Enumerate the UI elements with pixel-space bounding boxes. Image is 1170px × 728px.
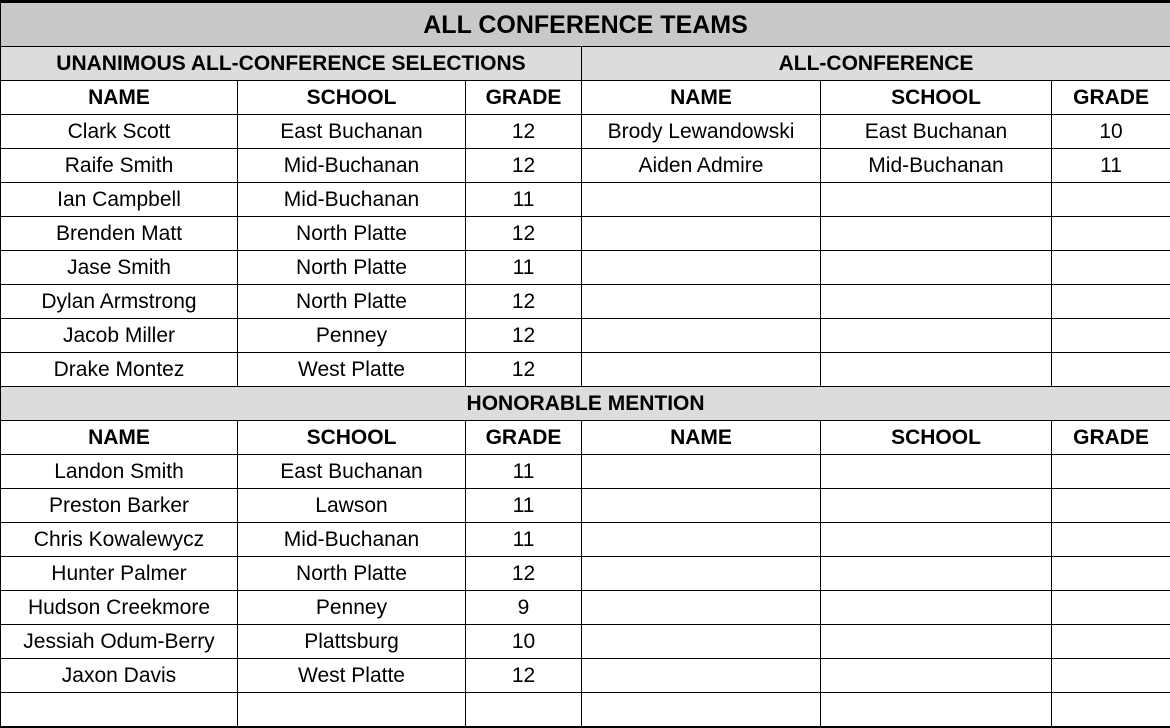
school-cell xyxy=(821,557,1052,591)
grade-cell: 11 xyxy=(466,455,582,489)
page-title: ALL CONFERENCE TEAMS xyxy=(1,2,1170,47)
grade-cell: 12 xyxy=(466,319,582,353)
player-name-cell xyxy=(1,693,238,728)
school-cell: North Platte xyxy=(238,285,466,319)
player-name-cell: Dylan Armstrong xyxy=(1,285,238,319)
column-header-grade: GRADE xyxy=(466,421,582,455)
player-name-cell: Chris Kowalewycz xyxy=(1,523,238,557)
school-cell xyxy=(821,523,1052,557)
school-cell: North Platte xyxy=(238,217,466,251)
top-section-row xyxy=(1,319,1170,353)
honorable-mention-row xyxy=(1,693,1170,728)
player-name-cell: Ian Campbell xyxy=(1,183,238,217)
grade-cell: 11 xyxy=(466,489,582,523)
school-cell: Penney xyxy=(238,591,466,625)
player-name-cell xyxy=(582,557,821,591)
grade-cell xyxy=(1052,455,1170,489)
honorable-mention-row xyxy=(1,591,1170,625)
school-cell: East Buchanan xyxy=(238,455,466,489)
school-cell xyxy=(821,693,1052,728)
school-cell xyxy=(821,183,1052,217)
honorable-mention-section-title: HONORABLE MENTION xyxy=(1,387,1170,421)
grade-cell: 9 xyxy=(466,591,582,625)
school-cell xyxy=(821,217,1052,251)
grade-cell xyxy=(1052,251,1170,285)
school-cell: Mid-Buchanan xyxy=(238,149,466,183)
header-row-bottom xyxy=(1,421,1170,455)
column-header-school: SCHOOL xyxy=(821,81,1052,115)
column-header-name: NAME xyxy=(1,81,238,115)
player-name-cell: Hunter Palmer xyxy=(1,557,238,591)
grade-cell: 12 xyxy=(466,285,582,319)
school-cell: Mid-Buchanan xyxy=(238,523,466,557)
honorable-mention-row xyxy=(1,455,1170,489)
school-cell: West Platte xyxy=(238,659,466,693)
player-name-cell: Raife Smith xyxy=(1,149,238,183)
school-cell xyxy=(821,353,1052,387)
grade-cell xyxy=(466,693,582,728)
grade-cell: 10 xyxy=(1052,115,1170,149)
player-name-cell: Drake Montez xyxy=(1,353,238,387)
school-cell: North Platte xyxy=(238,251,466,285)
player-name-cell xyxy=(582,217,821,251)
grade-cell xyxy=(1052,591,1170,625)
table-body xyxy=(1,2,1170,728)
all-conference-section-title: ALL-CONFERENCE xyxy=(582,47,1170,81)
section-row-honorable xyxy=(1,387,1170,421)
grade-cell: 10 xyxy=(466,625,582,659)
grade-cell xyxy=(1052,693,1170,728)
school-cell: Mid-Buchanan xyxy=(238,183,466,217)
grade-cell xyxy=(1052,489,1170,523)
school-cell: Penney xyxy=(238,319,466,353)
player-name-cell: Jase Smith xyxy=(1,251,238,285)
school-cell xyxy=(821,625,1052,659)
player-name-cell: Aiden Admire xyxy=(582,149,821,183)
column-header-name: NAME xyxy=(582,81,821,115)
unanimous-section-title: UNANIMOUS ALL-CONFERENCE SELECTIONS xyxy=(1,47,582,81)
grade-cell: 12 xyxy=(466,557,582,591)
school-cell: Mid-Buchanan xyxy=(821,149,1052,183)
player-name-cell xyxy=(582,523,821,557)
top-section-row xyxy=(1,217,1170,251)
grade-cell: 12 xyxy=(466,659,582,693)
title-row xyxy=(1,2,1170,47)
school-cell xyxy=(821,591,1052,625)
top-section-row xyxy=(1,353,1170,387)
player-name-cell: Landon Smith xyxy=(1,455,238,489)
player-name-cell xyxy=(582,455,821,489)
top-section-row xyxy=(1,251,1170,285)
player-name-cell xyxy=(582,489,821,523)
column-header-school: SCHOOL xyxy=(821,421,1052,455)
school-cell: North Platte xyxy=(238,557,466,591)
grade-cell: 12 xyxy=(466,149,582,183)
school-cell xyxy=(821,489,1052,523)
grade-cell xyxy=(1052,285,1170,319)
honorable-mention-row xyxy=(1,557,1170,591)
column-header-name: NAME xyxy=(582,421,821,455)
grade-cell: 12 xyxy=(466,217,582,251)
top-section-row xyxy=(1,115,1170,149)
grade-cell xyxy=(1052,319,1170,353)
player-name-cell xyxy=(582,353,821,387)
player-name-cell: Jaxon Davis xyxy=(1,659,238,693)
grade-cell xyxy=(1052,625,1170,659)
top-section-row xyxy=(1,285,1170,319)
grade-cell xyxy=(1052,353,1170,387)
school-cell xyxy=(821,251,1052,285)
honorable-mention-row xyxy=(1,489,1170,523)
school-cell: East Buchanan xyxy=(238,115,466,149)
header-row-top xyxy=(1,81,1170,115)
player-name-cell xyxy=(582,319,821,353)
grade-cell: 12 xyxy=(466,115,582,149)
grade-cell: 11 xyxy=(1052,149,1170,183)
player-name-cell: Clark Scott xyxy=(1,115,238,149)
school-cell: West Platte xyxy=(238,353,466,387)
section-row-top xyxy=(1,47,1170,81)
player-name-cell: Jacob Miller xyxy=(1,319,238,353)
grade-cell xyxy=(1052,523,1170,557)
column-header-grade: GRADE xyxy=(466,81,582,115)
player-name-cell: Jessiah Odum-Berry xyxy=(1,625,238,659)
column-header-school: SCHOOL xyxy=(238,421,466,455)
school-cell: Lawson xyxy=(238,489,466,523)
player-name-cell xyxy=(582,659,821,693)
player-name-cell: Brenden Matt xyxy=(1,217,238,251)
honorable-mention-row xyxy=(1,523,1170,557)
column-header-grade: GRADE xyxy=(1052,421,1170,455)
top-section-row xyxy=(1,183,1170,217)
grade-cell: 12 xyxy=(466,353,582,387)
grade-cell: 11 xyxy=(466,251,582,285)
top-section-row xyxy=(1,149,1170,183)
school-cell xyxy=(821,285,1052,319)
school-cell: East Buchanan xyxy=(821,115,1052,149)
player-name-cell xyxy=(582,693,821,728)
player-name-cell: Hudson Creekmore xyxy=(1,591,238,625)
player-name-cell: Preston Barker xyxy=(1,489,238,523)
honorable-mention-row xyxy=(1,659,1170,693)
grade-cell: 11 xyxy=(466,183,582,217)
player-name-cell: Brody Lewandowski xyxy=(582,115,821,149)
grade-cell xyxy=(1052,557,1170,591)
player-name-cell xyxy=(582,183,821,217)
player-name-cell xyxy=(582,625,821,659)
grade-cell xyxy=(1052,217,1170,251)
school-cell xyxy=(821,455,1052,489)
column-header-school: SCHOOL xyxy=(238,81,466,115)
school-cell: Plattsburg xyxy=(238,625,466,659)
grade-cell xyxy=(1052,183,1170,217)
player-name-cell xyxy=(582,285,821,319)
school-cell xyxy=(821,659,1052,693)
school-cell xyxy=(238,693,466,728)
column-header-name: NAME xyxy=(1,421,238,455)
grade-cell: 11 xyxy=(466,523,582,557)
player-name-cell xyxy=(582,251,821,285)
grade-cell xyxy=(1052,659,1170,693)
honorable-mention-row xyxy=(1,625,1170,659)
player-name-cell xyxy=(582,591,821,625)
school-cell xyxy=(821,319,1052,353)
column-header-grade: GRADE xyxy=(1052,81,1170,115)
